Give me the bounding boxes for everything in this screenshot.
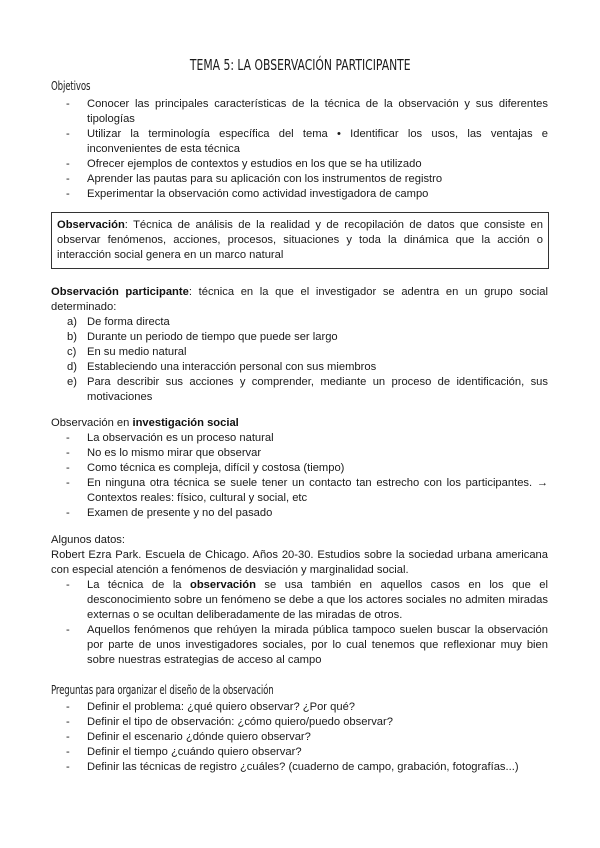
participante-definition — [51, 285, 548, 315]
participante-list — [51, 315, 548, 405]
objetivos-list — [51, 97, 548, 202]
list-item: d) Estableciendo una interacción personal con sus miembros — [67, 361, 377, 373]
list-item: b) Durante un periodo de tiempo que puede ser largo — [67, 331, 338, 343]
list-item: - Definir el escenario ¿dónde quiero observar? — [51, 730, 548, 745]
preguntas-heading: Preguntas para organizar el diseño de la observación — [51, 683, 274, 697]
list-item: - Como técnica es compleja, difícil y costosa (tiempo) — [51, 461, 548, 476]
list-item: a) De forma directa — [67, 316, 170, 328]
list-item: - Experimentar la observación como actividad investigadora de campo — [51, 187, 548, 202]
definition-term: Observación — [57, 219, 125, 231]
investigacion-heading: Observación en investigación social — [51, 417, 239, 429]
list-item: - No es lo mismo mirar que observar — [51, 446, 548, 461]
list-item: - Definir el problema: ¿qué quiero observar? ¿Por qué? — [51, 700, 548, 715]
list-item: - Examen de presente y no del pasado — [51, 506, 548, 521]
list-item: e) Para describir sus acciones y comprender, mediante un proceso de identificación, sus motivaciones — [67, 376, 548, 403]
list-item: - Conocer las principales características de la técnica de la observación y sus diferentes tipologías — [51, 97, 548, 127]
list-item: - Aquellos fenómenos que rehúyen la mirada pública tampoco suelen buscar la observación por parte de unos investigadores sociales, por lo cual tenemos que reflexionar muy bien sobre nuestras estrategias de acceso al campo — [51, 623, 548, 668]
page-title: TEMA 5: LA OBSERVACIÓN PARTICIPANTE — [189, 56, 411, 74]
list-item: c) En su medio natural — [67, 346, 187, 358]
datos-text: Robert Ezra Park. Escuela de Chicago. Años 20-30. Estudios sobre la sociedad urbana americana con especial atención a fenómenos de desviación y marginalidad social. — [51, 549, 548, 576]
page-title-wrap — [0, 56, 600, 75]
list-item: - Definir las técnicas de registro ¿cuáles? (cuaderno de campo, grabación, fotografías...) — [51, 760, 548, 775]
list-item: - La observación es un proceso natural — [51, 431, 548, 446]
participante-term: Observación participante — [51, 286, 189, 298]
definition-box — [51, 212, 549, 269]
participante-text: : técnica en la que el investigador se adentra en un grupo social determinado: — [51, 286, 548, 313]
objetivos-heading: Objetivos — [51, 79, 91, 93]
list-item: - Ofrecer ejemplos de contextos y estudios en los que se ha utilizado — [51, 157, 548, 172]
datos-label: Algunos datos: — [51, 534, 126, 546]
definition-text: : Técnica de análisis de la realidad y de recopilación de datos que consiste en observar fenómenos, acciones, procesos, situaciones y toda la dinámica que la acción o interacción social genera en un marco natural — [57, 219, 543, 261]
list-item: - Definir el tiempo ¿cuándo quiero observar? — [51, 745, 548, 760]
list-item: - Utilizar la terminología específica del tema • Identificar los usos, las ventajas e inconvenientes de esta técnica — [51, 127, 548, 157]
list-item: - La técnica de la observación se usa también en aquellos casos en los que el desconocimiento sobre un fenómeno se debe a que los actores sociales no admiten miradas externas o se ocultan deliberadamente de las miradas de otros. — [51, 578, 548, 623]
datos-list — [51, 578, 548, 668]
investigacion-term: investigación social — [132, 417, 239, 429]
list-item: - En ninguna otra técnica se suele tener un contacto tan estrecho con los participantes. → Contextos reales: físico, cultural y social, etc — [51, 476, 548, 506]
list-item: - Aprender las pautas para su aplicación con los instrumentos de registro — [51, 172, 548, 187]
investigacion-list — [51, 431, 548, 521]
preguntas-list — [51, 700, 548, 775]
list-item: - Definir el tipo de observación: ¿cómo quiero/puedo observar? — [51, 715, 548, 730]
